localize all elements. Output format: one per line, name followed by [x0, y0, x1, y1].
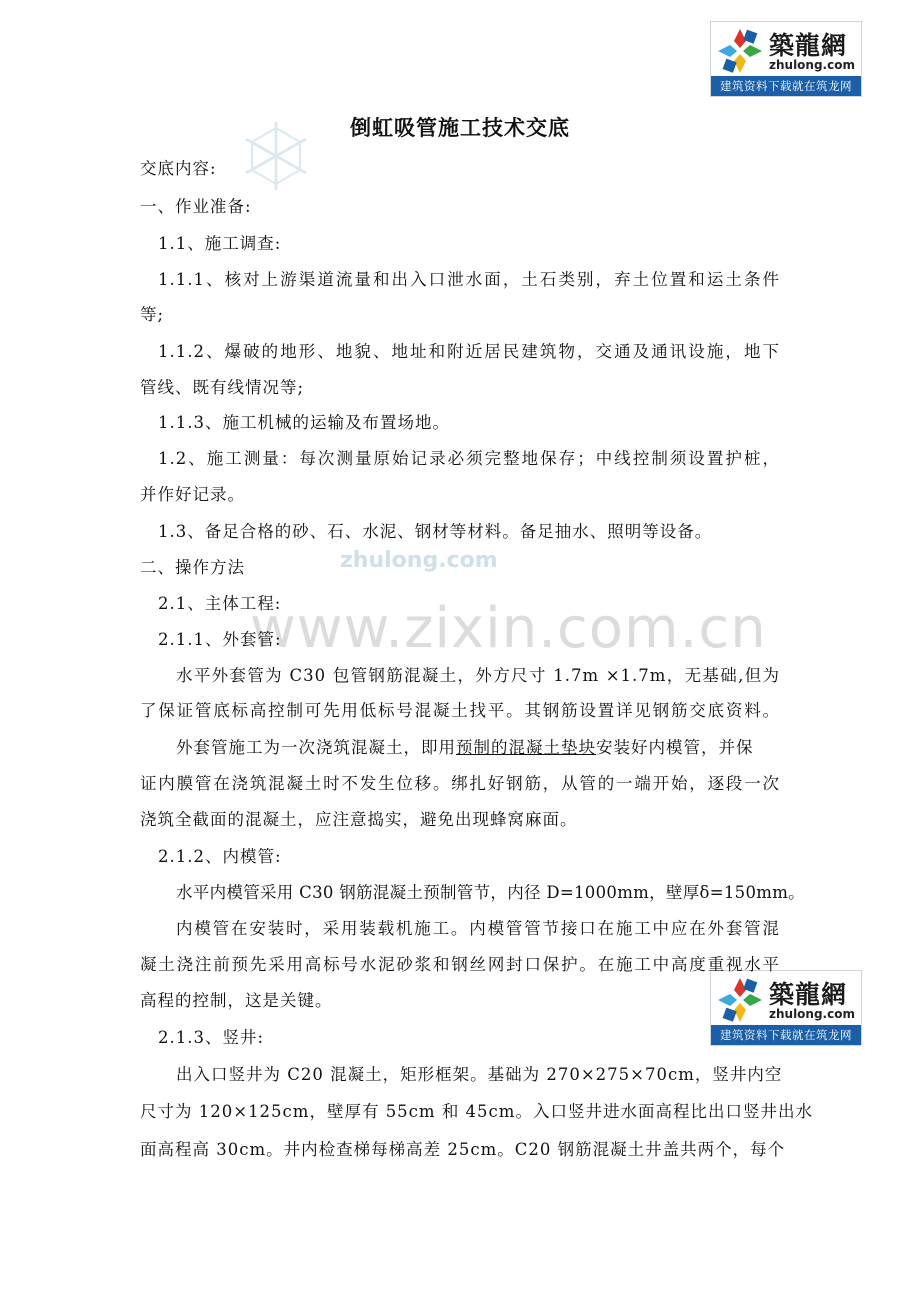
paragraph-line: 内模管在安装时，采用装载机施工。内模管管节接口在施工中应在外套管混	[176, 919, 780, 938]
logo-domain: zhulong.com	[769, 58, 855, 72]
paragraph-line: 水平外套管为 C30 包管钢筋混凝土，外方尺寸 1.7m ×1.7m，无基础,但为	[176, 666, 780, 685]
heading-2-1-2: 2.1.2、内模管:	[158, 847, 282, 866]
paragraph-line	[176, 734, 754, 758]
paragraph-line: 高程的控制，这是关键。	[140, 991, 333, 1010]
logo-brand: 築龍網	[769, 31, 848, 60]
underlined-term: 预制的混凝土垫块	[456, 738, 596, 757]
paragraph-text: 安装好内模管，并保	[596, 738, 754, 757]
heading-2: 二、操作方法	[140, 558, 245, 577]
paragraph-line: 证内膜管在浇筑混凝土时不发生位移。绑扎好钢筋，从管的一端开始，逐段一次	[140, 774, 780, 793]
paragraph-line: 管线、既有线情况等;	[140, 378, 305, 397]
heading-2-1-3: 2.1.3、竖井:	[158, 1028, 265, 1047]
paragraph-line: 出入口竖井为 C20 混凝土，矩形框架。基础为 270×275×70cm，竖井内空	[176, 1065, 783, 1084]
paragraph-line: 并作好记录。	[140, 485, 245, 504]
heading-2-1-1: 2.1.1、外套管:	[158, 630, 282, 649]
document-title: 倒虹吸管施工技术交底	[350, 115, 570, 140]
watermark-zixin: www.zixin.com.cn	[250, 596, 767, 661]
paragraph-line: 1.3、备足合格的砂、石、水泥、钢材等材料。备足抽水、照明等设备。	[158, 522, 713, 541]
logo-slogan: 建筑资料下载就在筑龙网	[711, 76, 861, 96]
watermark-zhulong: zhulong.com	[340, 548, 498, 573]
paragraph-line: 浇筑全截面的混凝土，应注意捣实，避免出现蜂窝麻面。	[140, 810, 578, 829]
paragraph-line: 凝土浇注前预先采用高标号水泥砂浆和钢丝网封口保护。在施工中高度重视水平	[140, 955, 780, 974]
zhulong-logo-top[interactable]	[710, 21, 862, 97]
zhulong-logo-inline[interactable]	[710, 970, 862, 1046]
paragraph-line: 1.2、施工测量：每次测量原始记录必须完整地保存；中线控制须设置护桩，	[158, 449, 780, 468]
zhulong-pinwheel-icon	[715, 26, 765, 76]
heading-1: 一、作业准备:	[140, 197, 252, 216]
paragraph-line: 等;	[140, 305, 165, 324]
paragraph-line: 1.1.3、施工机械的运输及布置场地。	[158, 413, 450, 432]
paragraph-line: 1.1.2、爆破的地形、地貌、地址和附近居民建筑物，交通及通讯设施，地下	[158, 342, 780, 361]
paragraph-line: 1.1.1、核对上游渠道流量和出入口泄水面，土石类别，弃土位置和运土条件	[158, 270, 780, 289]
paragraph-line: 了保证管底标高控制可先用低标号混凝土找平。其钢筋设置详见钢筋交底资料。	[140, 701, 780, 720]
paragraph-line: 尺寸为 120×125cm，壁厚有 55cm 和 45cm。入口竖井进水面高程比出口竖井出水	[140, 1102, 813, 1121]
paragraph-text: 外套管施工为一次浇筑混凝土，即用	[176, 738, 456, 757]
heading-2-1: 2.1、主体工程:	[158, 594, 282, 613]
paragraph-line: 水平内模管采用 C30 钢筋混凝土预制管节，内径 D=1000mm，壁厚δ=150mm。	[176, 883, 805, 902]
logo-brand: 築龍網	[769, 980, 848, 1009]
zhulong-pinwheel-icon	[715, 975, 765, 1025]
logo-domain: zhulong.com	[769, 1007, 855, 1021]
section-label: 交底内容:	[140, 159, 217, 178]
heading-1-1: 1.1、施工调查:	[158, 234, 282, 253]
paragraph-line: 面高程高 30cm。井内检查梯每梯高差 25cm。C20 钢筋混凝土井盖共两个，每个	[140, 1140, 786, 1159]
logo-slogan: 建筑资料下载就在筑龙网	[711, 1025, 861, 1045]
